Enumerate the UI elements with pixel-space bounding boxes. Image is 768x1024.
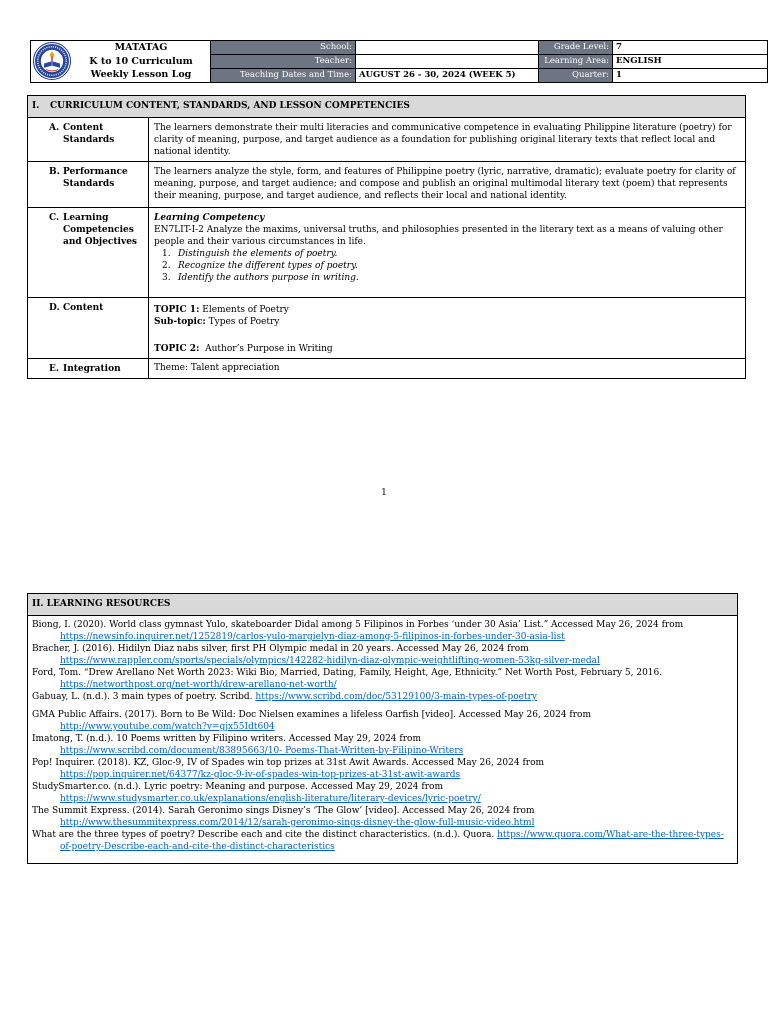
row-label bbox=[28, 122, 145, 146]
header-title-line: MATATAG bbox=[114, 42, 168, 53]
row-label bbox=[28, 363, 145, 375]
curriculum-section bbox=[27, 95, 746, 379]
content-cell bbox=[149, 298, 746, 359]
reference-link[interactable]: http://www.thesummitexpress.com/2014/12/sarah-geronimo-sings-disney-the-glow-full-music-video.html bbox=[60, 818, 535, 828]
reference-item bbox=[32, 691, 733, 703]
reference-text: GMA Public Affairs. (2017). Born to Be Wild: Doc Nielsen examines a lifeless Oarfish [video]. Accessed May 26, 2024 from bbox=[32, 710, 592, 720]
reference-item bbox=[32, 781, 733, 805]
school-label: School: bbox=[211, 41, 356, 55]
header-title bbox=[75, 41, 207, 82]
row-label-text: Content Standards bbox=[63, 123, 115, 145]
grade-level-label: Grade Level: bbox=[539, 41, 613, 55]
section-title: CURRICULUM CONTENT, STANDARDS, AND LESSON COMPETENCIES bbox=[50, 101, 410, 111]
learning-resources-section bbox=[27, 593, 738, 864]
row-letter: A. bbox=[49, 123, 60, 133]
objective-item bbox=[154, 272, 741, 284]
quarter-label: Quarter: bbox=[539, 69, 613, 83]
row-label bbox=[28, 166, 145, 190]
section-heading bbox=[28, 96, 746, 118]
reference-text: Gabuay, L. (n.d.). 3 main types of poetry. Scribd. bbox=[32, 692, 253, 702]
reference-link[interactable]: https://networthpost.org/net-worth/drew-arellano-net-worth/ bbox=[60, 680, 337, 690]
learning-competencies-cell bbox=[149, 208, 746, 298]
objective-item bbox=[154, 248, 741, 260]
row-label-text: Learning Competencies and Objectives bbox=[63, 213, 137, 247]
row-letter: B. bbox=[49, 167, 60, 177]
reference-text: The Summit Express. (2014). Sarah Geronimo sings Disney’s ‘The Glow’ [video]. Accessed May 26, 2024 from bbox=[32, 806, 535, 816]
objective-text: Recognize the different types of poetry. bbox=[178, 261, 358, 271]
topic-1-label: TOPIC 1: bbox=[154, 305, 200, 315]
reference-item bbox=[32, 757, 733, 781]
performance-standards-text: The learners analyze the style, form, and features of Philippine poetry (lyric, narrative, dramatic); evaluate poetry for clarity of meaning, purpose, and target audience; and compose and publish an original multimodal literary text (poem) that represents their meaning, purpose, and target audience, and reflects their local and national identity. bbox=[149, 162, 746, 208]
reference-link[interactable]: https://pop.inquirer.net/64377/kz-gloc-9-iv-of-spades-win-top-prizes-at-31st-awit-awards bbox=[60, 770, 461, 780]
integration-text: Theme: Talent appreciation bbox=[149, 359, 746, 379]
section-number: I. bbox=[32, 101, 40, 111]
row-letter: E. bbox=[49, 364, 59, 374]
reference-link[interactable]: https://www.scribd.com/document/83895663/10- Poems-That-Written-by-Filipino-Writers bbox=[60, 746, 464, 756]
subtopic-text: Types of Poetry bbox=[208, 317, 280, 327]
header-brand bbox=[31, 41, 211, 83]
reference-text: Biong, I. (2020). World class gymnast Yulo, skateboarder Didal among 5 Filipinos in Forbes ‘under 30 Asia’ List.” Accessed May 26, 2024 from bbox=[32, 620, 684, 630]
objective-number: 1. bbox=[162, 249, 171, 259]
row-label-text: Content bbox=[63, 303, 104, 313]
topic-1 bbox=[154, 304, 741, 316]
reference-item bbox=[32, 829, 733, 853]
row-label-cell bbox=[28, 208, 149, 298]
reference-item bbox=[32, 733, 733, 757]
learning-competencies-row bbox=[28, 208, 746, 298]
teacher-value bbox=[356, 55, 539, 69]
reference-link[interactable]: http://www.youtube.com/watch?v=gjx55Idt604 bbox=[60, 722, 275, 732]
reference-item bbox=[32, 619, 733, 643]
section-heading: II. LEARNING RESOURCES bbox=[28, 594, 737, 616]
reference-text: Ford, Tom. “Drew Arellano Net Worth 2023: Wiki Bio, Married, Dating, Family, Height, Age, Ethnicity.” Net Worth Post, February 5, 2016. bbox=[32, 668, 663, 678]
objective-text: Distinguish the elements of poetry. bbox=[178, 249, 338, 259]
content-row bbox=[28, 298, 746, 359]
integration-row bbox=[28, 359, 746, 379]
topic-2 bbox=[154, 343, 741, 355]
reference-link[interactable]: https://www.studysmarter.co.uk/explanations/english-literature/literary-devices/lyric-poetry/ bbox=[60, 794, 481, 804]
reference-text: StudySmarter.co. (n.d.). Lyric poetry: Meaning and purpose. Accessed May 29, 2024 from bbox=[32, 782, 443, 792]
reference-link[interactable]: https://www.quora.com/What-are-the-three-types-of-poetry-Describe-each-and-cite-the-distinct-characteristics bbox=[60, 830, 724, 852]
teacher-label: Teacher: bbox=[211, 55, 356, 69]
row-letter: C. bbox=[49, 213, 60, 223]
reference-item bbox=[32, 667, 733, 691]
row-letter: D. bbox=[49, 303, 60, 313]
content-standards-text: The learners demonstrate their multi literacies and communicative competence in evaluating Philippine literature (poetry) for clarity of meaning, purpose, and target audience as a foundation for publishing original literary texts that reflect local and national identity. bbox=[149, 118, 746, 162]
learning-area-value: ENGLISH bbox=[613, 55, 768, 69]
reference-link[interactable]: https://www.rappler.com/sports/specials/olympics/142282-hidilyn-diaz-olympic-weightlifting-women-53kg-silver-medal bbox=[60, 656, 600, 666]
subtopic-label: Sub-topic: bbox=[154, 317, 206, 327]
header-title-line: K to 10 Curriculum bbox=[89, 55, 193, 67]
lesson-log-header bbox=[30, 40, 768, 83]
topic-2-label: TOPIC 2: bbox=[154, 344, 200, 354]
reference-list bbox=[28, 616, 737, 863]
grade-level-value: 7 bbox=[613, 41, 768, 55]
reference-link[interactable]: https://www.scribd.com/doc/53129100/3-main-types-of-poetry bbox=[255, 692, 537, 702]
page-number: 1 bbox=[381, 488, 387, 498]
row-label bbox=[28, 302, 145, 314]
reference-text: Bracher, J. (2016). Hidilyn Diaz nabs silver, first PH Olympic medal in 20 years. Accessed May 26, 2024 from bbox=[32, 644, 529, 654]
learning-area-label: Learning Area: bbox=[539, 55, 613, 69]
objective-item bbox=[154, 260, 741, 272]
topic-1-text: Elements of Poetry bbox=[202, 305, 289, 315]
school-value bbox=[356, 41, 539, 55]
competency-text: EN7LIT-I-2 Analyze the maxims, universal truths, and philosophies presented in the literary text as a means of valuing other people and their various circumstances in life. bbox=[154, 225, 723, 247]
content-standards-row bbox=[28, 118, 746, 162]
header-title-line: Weekly Lesson Log bbox=[90, 69, 192, 81]
subtopic bbox=[154, 316, 741, 328]
objective-number: 2. bbox=[162, 261, 171, 271]
teaching-dates-label: Teaching Dates and Time: bbox=[211, 69, 356, 83]
row-label-cell bbox=[28, 118, 149, 162]
row-label-text: Integration bbox=[63, 364, 121, 374]
performance-standards-row bbox=[28, 162, 746, 208]
reference-item bbox=[32, 643, 733, 667]
objective-text: Identify the authors purpose in writing. bbox=[178, 273, 359, 283]
reference-link[interactable]: https://newsinfo.inquirer.net/1252819/carlos-yulo-margielyn-diaz-among-5-filipinos-in-forbes-under-30-asia-list bbox=[60, 632, 565, 642]
reference-item bbox=[32, 709, 733, 733]
objective-number: 3. bbox=[162, 273, 171, 283]
topic-2-text: Author’s Purpose in Writing bbox=[205, 344, 333, 354]
reference-item bbox=[32, 805, 733, 829]
quarter-value: 1 bbox=[613, 69, 768, 83]
reference-text: Pop! Inquirer. (2018). KZ, Gloc-9, IV of Spades win top prizes at 31st Awit Awards. Accessed May 26, 2024 from bbox=[32, 758, 545, 768]
row-label-text: Performance Standards bbox=[63, 167, 128, 189]
reference-text: What are the three types of poetry? Describe each and cite the distinct characteristics. (n.d.). Quora. bbox=[32, 830, 495, 840]
teaching-dates-value: AUGUST 26 - 30, 2024 (WEEK 5) bbox=[356, 69, 539, 83]
reference-text: Imatong, T. (n.d.). 10 Poems written by Filipino writers. Accessed May 29, 2024 from bbox=[32, 734, 421, 744]
row-label-cell bbox=[28, 359, 149, 379]
row-label-cell bbox=[28, 162, 149, 208]
deped-seal-icon bbox=[33, 42, 71, 80]
learning-competency-heading: Learning Competency bbox=[154, 213, 265, 223]
row-label-cell bbox=[28, 298, 149, 359]
row-label bbox=[28, 212, 145, 248]
